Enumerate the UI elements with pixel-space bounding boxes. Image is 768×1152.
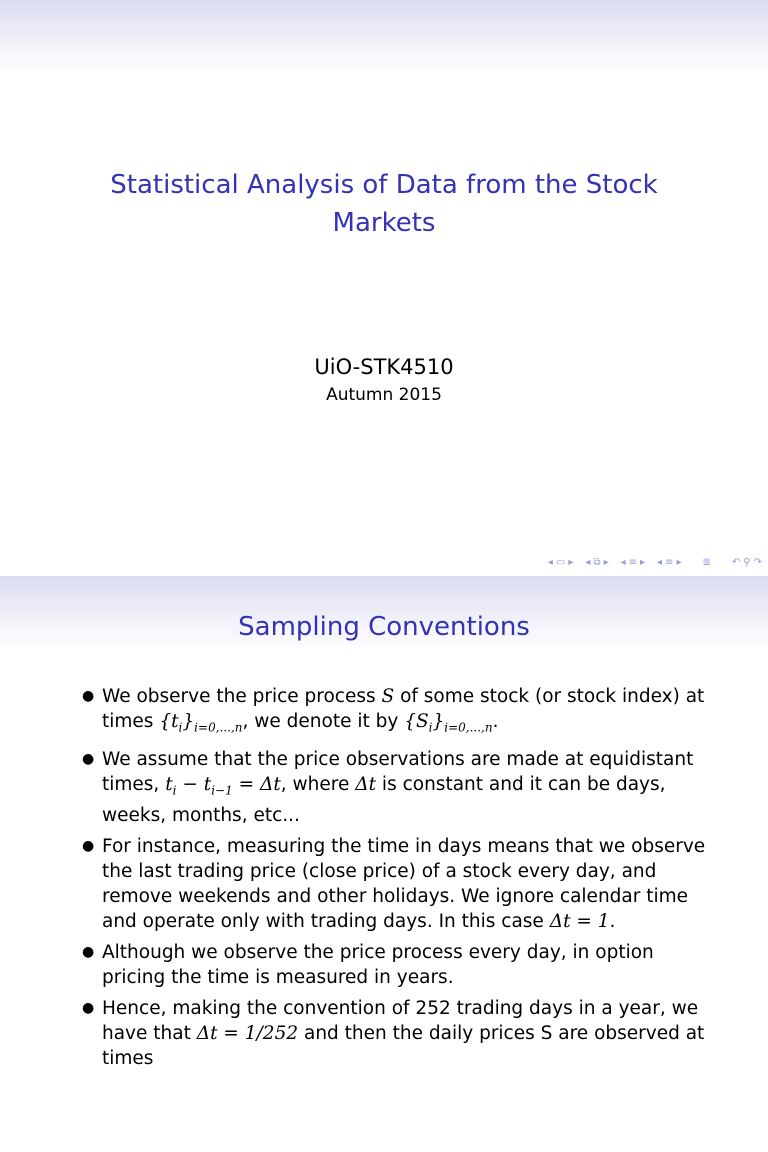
nav-right-arrow-icon[interactable]: ▸ [603, 556, 609, 568]
nav-frame-icon[interactable]: ▭ [555, 556, 566, 568]
list-item: ● Hence, making the convention of 252 trading days in a year, we have that Δt = 1/252 and then the daily prices S are observed at times [82, 998, 705, 1070]
bullet-icon: ● [82, 838, 95, 855]
date: Autumn 2015 [326, 385, 442, 405]
nav-left-arrow-icon[interactable]: ◂ [547, 556, 553, 568]
nav-left-arrow-icon[interactable]: ◂ [657, 556, 663, 568]
bullet-list [78, 684, 718, 1077]
nav-frames-icon[interactable]: ⧉ [593, 556, 601, 568]
author: UiO-STK4510 [314, 355, 454, 379]
list-item: ● We assume that the price observations are made at equidistant times, $t_i - t_{i-1} = \Delta t$, where Δt is constant and it can be days, weeks, months, etc... [82, 748, 694, 827]
nav-search-icon[interactable]: ⚲ [743, 556, 751, 568]
nav-redo-icon[interactable]: ↷ [753, 556, 762, 568]
nav-align-icon[interactable]: ≣ [702, 556, 711, 568]
nav-section-icon[interactable]: ≡ [665, 556, 674, 568]
nav-right-arrow-icon[interactable]: ▸ [640, 556, 646, 568]
nav-undo-icon[interactable]: ↶ [731, 556, 741, 568]
beamer-navigation [548, 554, 762, 570]
bullet-icon: ● [82, 944, 95, 961]
list-item: ● We observe the price process S of some stock (or stock index) at times $\{t_i\}_{i=0,...,n}$, we denote it by $\{S_i\}_{i=0,...,n}$. [82, 686, 705, 735]
bullet-icon: ● [82, 688, 95, 704]
header-gradient [0, 0, 768, 74]
presentation-title: Statistical Analysis of Data from the Stock Markets [110, 170, 658, 238]
list-item: ● For instance, measuring the time in days means that we observe the last trading price (close price) of a stock every day, and remove weekends and other holidays. We ignore calendar time and operate only with trading days. In this case Δt = 1. [82, 836, 706, 933]
nav-right-arrow-icon[interactable]: ▸ [568, 556, 574, 568]
nav-left-arrow-icon[interactable]: ◂ [620, 556, 626, 568]
nav-subsection-icon[interactable]: ≡ [628, 556, 638, 568]
bullet-icon: ● [82, 1000, 95, 1017]
bullet-icon: ● [82, 750, 95, 767]
list-item: ● Although we observe the price process every day, in option pricing the time is measured in years. [82, 942, 654, 989]
nav-left-arrow-icon[interactable]: ◂ [585, 556, 591, 568]
nav-right-arrow-icon[interactable]: ▸ [676, 556, 682, 568]
frame-title: Sampling Conventions [238, 612, 530, 642]
content-slide [0, 576, 768, 1152]
